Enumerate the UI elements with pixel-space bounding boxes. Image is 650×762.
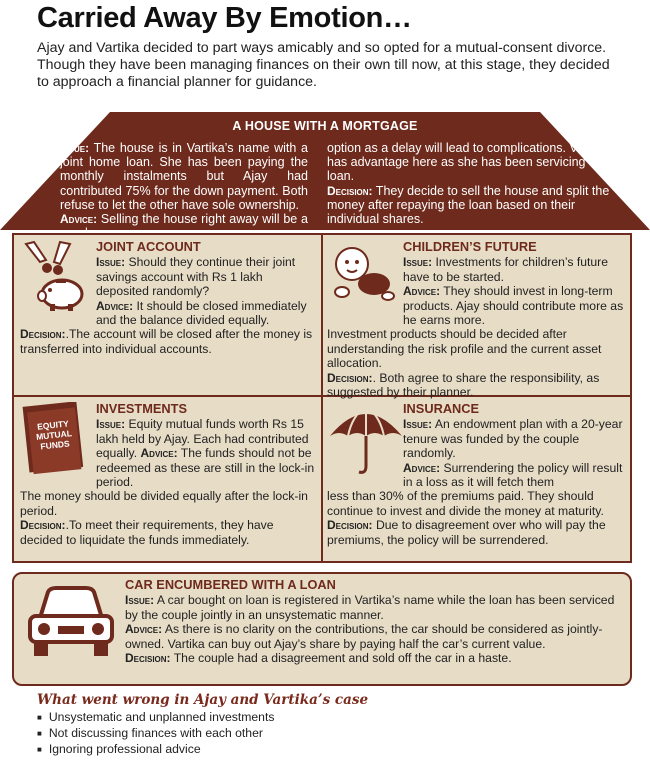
house-left-text	[60, 141, 308, 240]
list-item: ■ Unsystematic and unplanned investments	[37, 710, 274, 726]
investments-issue-text: Equity mutual funds worth Rs 15 lakh held by Ajay. Each had contributed equally.	[96, 417, 309, 461]
children-decision-text: . Both agree to share the responsibility, as suggested by their planner.	[327, 370, 600, 400]
intro-paragraph: Ajay and Vartika decided to part ways amicably and so opted for a mutual-consent divorce. Though they have been managing finances on their own till now, at this stage, they decided to approach a financial planner for guidance.	[37, 40, 610, 90]
house-heading: A HOUSE WITH A MORTGAGE	[232, 119, 418, 133]
joint-decision-label: Decision:	[20, 327, 66, 342]
house-advice-text: Selling the house right away will be a	[100, 212, 308, 227]
insurance-decision-text: Due to disagreement over who will pay the premiums, the policy will be surrendered.	[327, 518, 606, 547]
book-label: EQUITY MUTUAL FUNDS	[35, 418, 73, 452]
car-decision-text: The couple had a disagreement and sold off the car in a haste.	[170, 651, 512, 666]
what-went-wrong-list	[37, 710, 274, 759]
car-issue-label: Issue:	[125, 593, 155, 608]
car-advice-label: Advice:	[125, 622, 163, 637]
car-heading: CAR ENCUMBERED WITH A LOAN	[125, 577, 336, 592]
investments-issue-label: Issue:	[96, 417, 126, 432]
car-text	[125, 578, 615, 665]
investments-advice-text: The funds should not be redeemed as these are still in the lock-in period.	[96, 446, 315, 490]
car-advice-text: As there is no clarity on the contributions, the car should be considered as jointly-owned. Vartika can buy out Ajay’s share by paying half the car’s current value.	[125, 622, 603, 651]
what-went-wrong-title: What went wrong in Ajay and Vartika’s case	[37, 692, 369, 708]
list-item: ■ Ignoring professional advice	[37, 742, 274, 758]
investments-panel	[20, 402, 316, 547]
childrens-future-heading: CHILDREN’S FUTURE	[403, 239, 537, 254]
children-issue-label: Issue:	[403, 255, 433, 270]
joint-account-panel	[20, 240, 316, 356]
insurance-advice-text: Surrendering the policy will result in a loss as it will fetch them	[403, 460, 623, 490]
insurance-heading: INSURANCE	[403, 401, 480, 416]
insurance-decision-label: Decision:	[327, 518, 373, 533]
insurance-issue-label: Issue:	[403, 417, 433, 432]
joint-account-heading: JOINT ACCOUNT	[96, 239, 201, 254]
list-item: ■ Not discussing finances with each other	[37, 726, 274, 742]
children-issue-text: Investments for children’s future have to be started.	[403, 255, 609, 284]
joint-issue-label: Issue:	[96, 255, 126, 270]
investments-heading: INVESTMENTS	[96, 401, 188, 416]
joint-advice-label: Advice:	[96, 298, 134, 313]
investments-advice-label: Advice:	[140, 446, 178, 461]
page-title: Carried Away By Emotion…	[37, 2, 412, 34]
house-advice-label: Advice:	[60, 212, 98, 227]
divider-vertical	[321, 233, 323, 563]
investments-decision-text: .To meet their requirements, they have decided to liquidate the funds immediately.	[20, 518, 274, 547]
joint-advice-text: It should be closed immediately and the balance divided equally.	[96, 298, 307, 328]
investments-advice-cont: The money should be divided equally after the lock-in period.	[20, 489, 308, 518]
car-icon	[26, 584, 116, 665]
joint-decision-text: .The account will be closed after the money is transferred into individual accounts.	[20, 327, 313, 356]
insurance-panel	[327, 402, 625, 547]
insurance-advice-cont: less than 30% of the premiums paid. They should continue to invest and divide the money at maturity.	[327, 489, 604, 518]
children-decision-label: Decision:	[327, 370, 373, 385]
joint-issue-text: Should they continue their joint savings account with Rs 1 lakh deposited randomly?	[96, 255, 296, 299]
childrens-future-panel	[327, 240, 625, 399]
house-issue-label: Issue:	[60, 141, 90, 155]
investments-decision-label: Decision:	[20, 518, 66, 533]
children-advice-label: Advice:	[403, 284, 441, 299]
house-decision-text: They decide to sell the house and split the money after repaying the loan based on their individual shares.	[327, 183, 610, 227]
children-advice-text: They should invest in long-term products. Ajay should contribute more as he earns more.	[403, 284, 624, 328]
house-issue-text: The house is in Vartika’s name with a joint home loan. She has been paying the monthly instalments but Ajay had contributed 75% for the down payment. Both refuse to let the other have sole ownership.	[60, 141, 308, 212]
children-advice-cont: Investment products should be decided after understanding the risk profile and the current asset allocation.	[327, 327, 602, 371]
car-issue-text: A car bought on loan is registered in Vartika’s name while the loan has been serviced by the couple jointly in an unsystematic manner.	[125, 593, 615, 622]
car-decision-label: Decision:	[125, 651, 171, 666]
insurance-advice-label: Advice:	[403, 460, 441, 475]
house-decision-label: Decision:	[327, 183, 373, 198]
house-right-advice: option as a delay will lead to complications. Vartika has advantage here as she has been servicing the loan.	[327, 141, 608, 184]
house-right-text	[327, 141, 620, 226]
insurance-issue-text: An endowment plan with a 20-year tenure was funded by the couple randomly.	[403, 417, 623, 461]
